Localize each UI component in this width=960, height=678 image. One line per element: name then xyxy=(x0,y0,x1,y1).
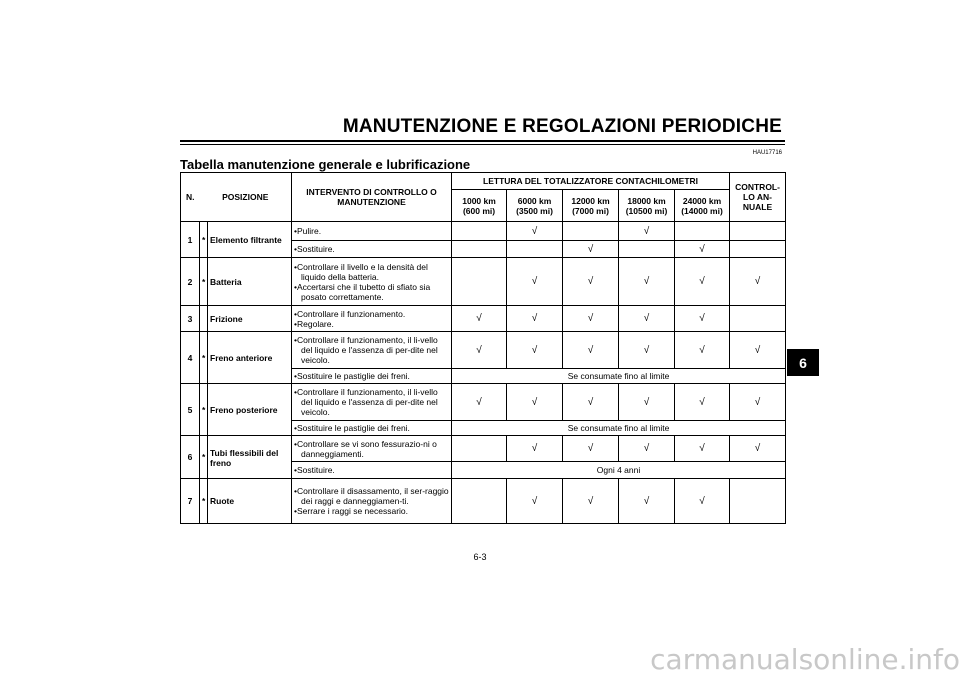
row-number: 3 xyxy=(181,306,200,332)
header-odometer: LETTURA DEL TOTALIZZATORE CONTACHILOMETRI xyxy=(452,173,730,190)
cell-check: √ xyxy=(675,436,730,462)
cell-check xyxy=(730,222,786,241)
cell-check xyxy=(452,241,507,258)
action-item: • Serrare i raggi se necessario. xyxy=(294,506,449,516)
row-position: Ruote xyxy=(208,479,292,524)
cell-check: √ xyxy=(507,222,563,241)
cell-check: √ xyxy=(563,384,619,421)
action-item: • Sostituire le pastiglie dei freni. xyxy=(294,423,449,433)
row-asterisk xyxy=(200,306,208,332)
cell-check: √ xyxy=(507,306,563,332)
cell-check xyxy=(730,306,786,332)
header-rule-thin xyxy=(180,144,785,145)
header-km-6000: 6000 km (3500 mi) xyxy=(507,190,563,222)
cell-check: √ xyxy=(675,306,730,332)
cell-check xyxy=(452,436,507,462)
action-item: • Sostituire. xyxy=(294,244,449,254)
cell-check xyxy=(563,222,619,241)
action-item: • Controllare il funzionamento, il li-vello del liquido e l'assenza di per-dite nel veicolo. xyxy=(294,335,449,365)
row-action xyxy=(292,479,452,524)
cell-check: √ xyxy=(507,258,563,306)
action-item: • Controllare il funzionamento. xyxy=(294,309,449,319)
cell-span-note: Se consumate fino al limite xyxy=(452,421,786,436)
action-item: • Accertarsi che il tubetto di sfiato sia posato correttamente. xyxy=(294,282,449,302)
cell-check: √ xyxy=(563,479,619,524)
row-number: 4 xyxy=(181,332,200,384)
row-number: 1 xyxy=(181,222,200,258)
document-code: HAU17716 xyxy=(752,150,782,156)
cell-check xyxy=(730,241,786,258)
cell-check xyxy=(452,222,507,241)
header-km-24000: 24000 km (14000 mi) xyxy=(675,190,730,222)
cell-check: √ xyxy=(619,384,675,421)
cell-check: √ xyxy=(563,241,619,258)
row-action xyxy=(292,436,452,462)
row-asterisk: * xyxy=(200,436,208,479)
row-position: Freno posteriore xyxy=(208,384,292,436)
cell-check: √ xyxy=(507,479,563,524)
cell-check: √ xyxy=(730,332,786,369)
row-position: Frizione xyxy=(208,306,292,332)
cell-check: √ xyxy=(675,258,730,306)
action-item: • Regolare. xyxy=(294,319,449,329)
row-asterisk: * xyxy=(200,479,208,524)
action-item: • Controllare il funzionamento, il li-vello del liquido e l'assenza di per-dite nel veicolo. xyxy=(294,387,449,417)
row-asterisk: * xyxy=(200,384,208,436)
cell-check: √ xyxy=(507,384,563,421)
cell-check: √ xyxy=(619,332,675,369)
row-action xyxy=(292,241,452,258)
section-title: Tabella manutenzione generale e lubrificazione xyxy=(180,157,471,172)
row-action xyxy=(292,306,452,332)
row-action xyxy=(292,384,452,421)
row-asterisk: * xyxy=(200,258,208,306)
cell-check: √ xyxy=(619,306,675,332)
row-position: Tubi flessibili del freno xyxy=(208,436,292,479)
cell-check: √ xyxy=(563,436,619,462)
cell-check: √ xyxy=(563,332,619,369)
cell-check xyxy=(452,258,507,306)
cell-check xyxy=(675,222,730,241)
cell-check: √ xyxy=(452,306,507,332)
row-position: Freno anteriore xyxy=(208,332,292,384)
header-action: INTERVENTO DI CONTROLLO O MANUTENZIONE xyxy=(292,173,452,222)
page-header-title: MANUTENZIONE E REGOLAZIONI PERIODICHE xyxy=(342,116,782,137)
cell-span-note: Se consumate fino al limite xyxy=(452,369,786,384)
cell-check: √ xyxy=(675,479,730,524)
header-km-1000: 1000 km (600 mi) xyxy=(452,190,507,222)
page-number: 6-3 xyxy=(473,552,487,562)
header-rule xyxy=(180,140,785,142)
cell-check: √ xyxy=(675,241,730,258)
cell-check xyxy=(507,241,563,258)
header-km-12000: 12000 km (7000 mi) xyxy=(563,190,619,222)
cell-check: √ xyxy=(619,479,675,524)
cell-check: √ xyxy=(452,384,507,421)
header-km-18000: 18000 km (10500 mi) xyxy=(619,190,675,222)
row-action xyxy=(292,462,452,479)
row-action xyxy=(292,222,452,241)
action-item: • Controllare il disassamento, il ser-raggio dei raggi e danneggiamen-ti. xyxy=(294,486,449,506)
cell-check: √ xyxy=(619,436,675,462)
row-asterisk: * xyxy=(200,332,208,384)
action-item: • Controllare se vi sono fessurazio-ni o danneggiamenti. xyxy=(294,439,449,459)
watermark: carmanualsonline.info xyxy=(650,643,960,676)
cell-check: √ xyxy=(730,258,786,306)
cell-check: √ xyxy=(675,384,730,421)
row-number: 2 xyxy=(181,258,200,306)
cell-check: √ xyxy=(507,436,563,462)
cell-check: √ xyxy=(675,332,730,369)
row-action xyxy=(292,421,452,436)
row-number: 7 xyxy=(181,479,200,524)
cell-check: √ xyxy=(619,258,675,306)
row-number: 6 xyxy=(181,436,200,479)
header-position: POSIZIONE xyxy=(200,173,292,222)
row-action xyxy=(292,332,452,369)
maintenance-table xyxy=(180,172,786,524)
cell-span-note: Ogni 4 anni xyxy=(452,462,786,479)
row-number: 5 xyxy=(181,384,200,436)
cell-check xyxy=(730,479,786,524)
header-n: N. xyxy=(181,173,200,222)
cell-check xyxy=(619,241,675,258)
row-position: Batteria xyxy=(208,258,292,306)
cell-check: √ xyxy=(730,436,786,462)
cell-check: √ xyxy=(563,306,619,332)
row-asterisk: * xyxy=(200,222,208,258)
row-position: Elemento filtrante xyxy=(208,222,292,258)
row-action xyxy=(292,258,452,306)
cell-check: √ xyxy=(619,222,675,241)
action-item: • Pulire. xyxy=(294,226,449,236)
cell-check: √ xyxy=(730,384,786,421)
header-annual: CONTROL-LO AN-NUALE xyxy=(730,173,786,222)
action-item: • Controllare il livello e la densità del liquido della batteria. xyxy=(294,262,449,282)
chapter-tab[interactable]: 6 xyxy=(787,349,819,376)
cell-check: √ xyxy=(452,332,507,369)
cell-check: √ xyxy=(563,258,619,306)
row-action xyxy=(292,369,452,384)
cell-check: √ xyxy=(507,332,563,369)
action-item: • Sostituire le pastiglie dei freni. xyxy=(294,371,449,381)
action-item: • Sostituire. xyxy=(294,465,449,475)
cell-check xyxy=(452,479,507,524)
